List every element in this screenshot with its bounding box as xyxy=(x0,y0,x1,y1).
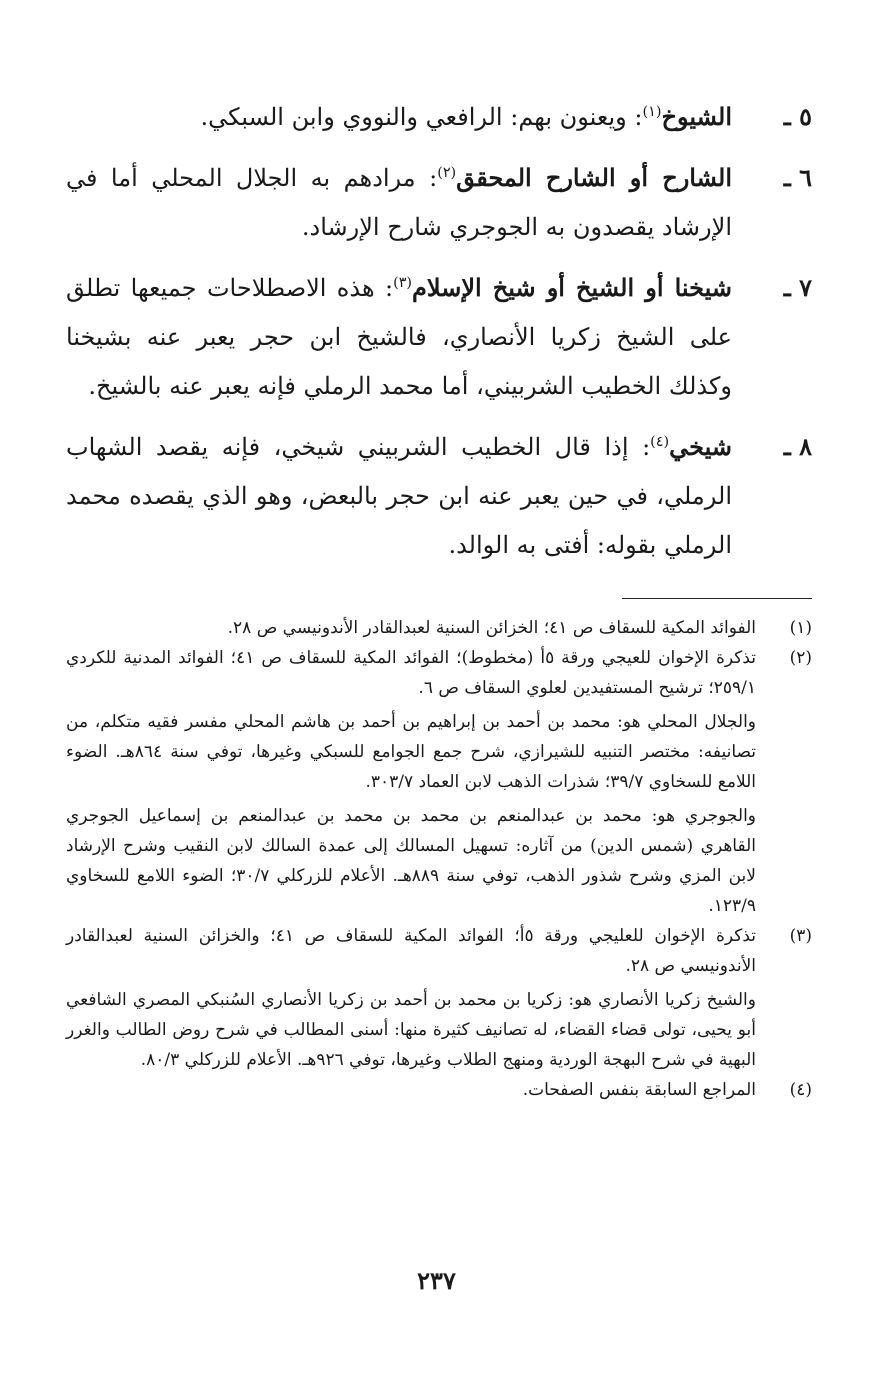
footnote-number: (٤) xyxy=(789,1080,812,1100)
term-item-6 xyxy=(66,153,812,252)
footnote-text: تذكرة الإخوان للعيجي ورقة ٥أ (مخطوط)؛ الفوائد المكية للسقاف ص ٤١؛ الفوائد المدنية للكردي ٢٥٩/١؛ ترشيح المستفيدين لعلوي السقاف ص ٦. xyxy=(66,648,756,698)
footnote-ref[interactable]: (٢) xyxy=(437,165,457,181)
term-title: شيخنا أو الشيخ أو شيخ الإسلام xyxy=(412,273,732,302)
footnote-number: (٣) xyxy=(789,926,812,946)
term-item-8 xyxy=(66,422,812,570)
footnote-ref[interactable]: (١) xyxy=(642,104,662,120)
footnote-2 xyxy=(66,643,812,703)
footnote-1 xyxy=(66,613,812,643)
footnote-text: تذكرة الإخوان للعليجي ورقة ٥أ؛ الفوائد المكية للسقاف ص ٤١؛ والخزائن السنية لعبدالقادر الأندونيسي ص ٢٨. xyxy=(66,926,756,976)
term-title: شيخي xyxy=(669,432,732,461)
footnote-text: الفوائد المكية للسقاف ص ٤١؛ الخزائن السنية لعبدالقادر الأندونيسي ص ٢٨. xyxy=(227,618,756,638)
item-number: ٥ ـ xyxy=(783,102,812,131)
footnote-ref[interactable]: (٣) xyxy=(393,275,413,291)
term-definition: : هذه الاصطلاحات جميعها تطلق على الشيخ زكريا الأنصاري، فالشيخ ابن حجر يعبر عنه بشيخنا وكذلك الخطيب الشربيني، أما محمد الرملي فإنه يعبر عنه بالشيخ. xyxy=(66,274,732,400)
footnote-3-bio-ansari: والشيخ زكريا الأنصاري هو: زكريا بن محمد بن أحمد بن زكريا الأنصاري السُنبكي المصري الشافعي أبو يحيى، تولى قضاء القضاء، له تصانيف كثيرة منها: أسنى المطالب في شرح روض الطالب والغرر البهية في شرح البهجة الوردية ومنهج الطلاب وغيرها، توفي ٩٢٦هـ. الأعلام للزركلي ٨٠/٣. xyxy=(66,990,756,1070)
page-body xyxy=(66,92,812,1362)
term-item-7 xyxy=(66,263,812,411)
footnote-3 xyxy=(66,921,812,981)
term-definition: : مرادهم به الجلال المحلي أما في الإرشاد يقصدون به الجوجري شارح الإرشاد. xyxy=(66,164,732,241)
footnote-ref[interactable]: (٤) xyxy=(650,434,670,450)
footnote-divider xyxy=(622,598,812,599)
term-title: الشارح أو الشارح المحقق xyxy=(456,163,732,192)
page-number: ٢٣٧ xyxy=(417,1266,456,1295)
item-number: ٧ ـ xyxy=(783,273,812,302)
footnote-4 xyxy=(66,1075,812,1105)
footnote-2-bio-jawjari: والجوجري هو: محمد بن عبدالمنعم بن محمد بن محمد بن عبدالمنعم بن إسماعيل الجوجري القاهري (شمس الدين) من آثاره: تسهيل المسالك إلى عمدة السالك لابن النقيب وشرح الإرشاد لابن المزي وشرح شذور الذهب، توفي سنة ٨٨٩هـ. الأعلام للزركلي ٣٠/٧؛ الضوء اللامع للسخاوي ١٢٣/٩. xyxy=(66,806,756,916)
footnote-number: (٢) xyxy=(789,648,812,668)
item-number: ٨ ـ xyxy=(783,432,812,461)
footnote-text: المراجع السابقة بنفس الصفحات. xyxy=(522,1080,756,1100)
term-definition: : إذا قال الخطيب الشربيني شيخي، فإنه يقصد الشهاب الرملي، في حين يعبر عنه ابن حجر بالبعض، وهو الذي يقصده محمد الرملي بقوله: أفتى به الوالد. xyxy=(66,433,732,559)
term-definition: : ويعنون بهم: الرافعي والنووي وابن السبكي. xyxy=(200,103,643,131)
term-item-5 xyxy=(66,92,812,142)
item-number: ٦ ـ xyxy=(783,163,812,192)
footnote-2-bio-mahalli: والجلال المحلي هو: محمد بن أحمد بن إبراهيم بن أحمد بن هاشم المحلي مفسر فقيه متكلم، من تصانيفه: مختصر التنبيه للشيرازي، شرح جمع الجوامع للسبكي وغيرها، توفي سنة ٨٦٤هـ. الضوء اللامع للسخاوي ٣٩/٧؛ شذرات الذهب لابن العماد ٣٠٣/٧. xyxy=(66,712,756,792)
footnote-number: (١) xyxy=(789,618,812,638)
term-title: الشيوخ xyxy=(661,102,732,131)
